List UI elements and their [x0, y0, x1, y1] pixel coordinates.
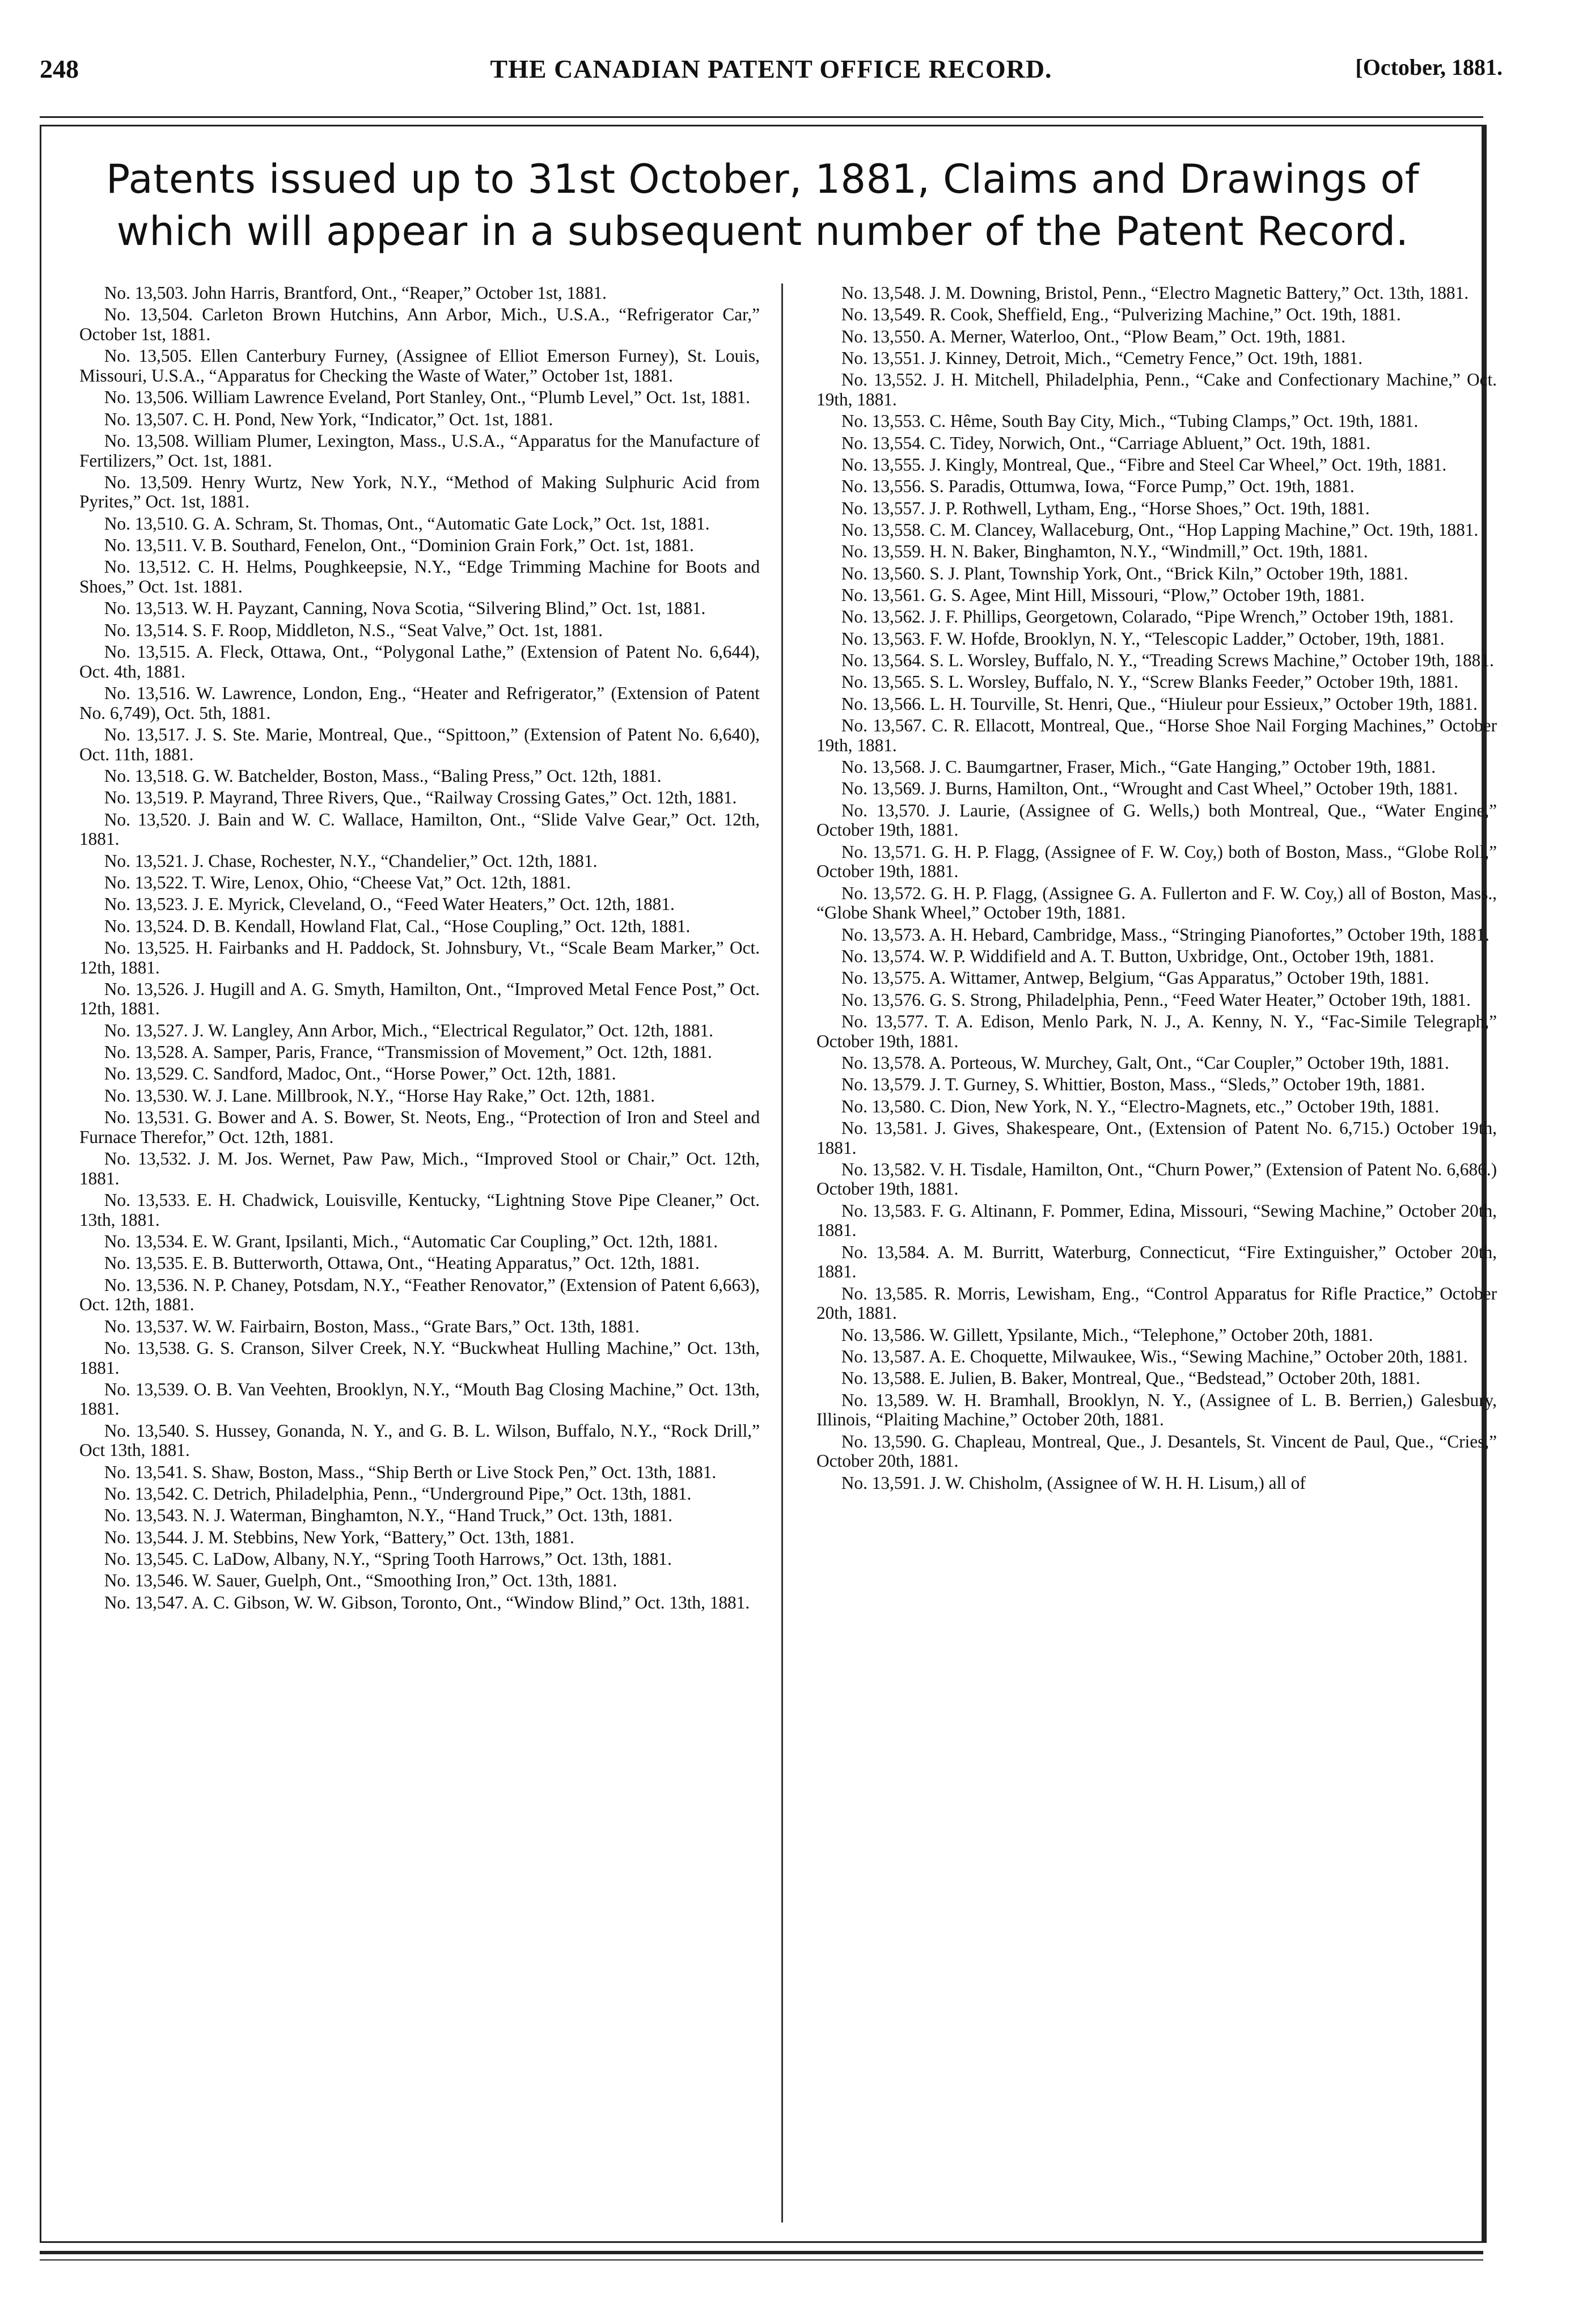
patent-entry: No. 13,563. F. W. Hofde, Brooklyn, N. Y., “Telescopic Ladder,” October, 19th, 1881. — [841, 628, 1445, 649]
patent-entry: No. 13,572. G. H. P. Flagg, (Assignee G. A. Fullerton and F. W. Coy,) all of Boston, Mass., “Globe Shank Wheel,” October 19th, 1881. — [816, 883, 1497, 923]
patent-entry: No. 13,575. A. Wittamer, Antwep, Belgium, “Gas Apparatus,” October 19th, 1881. — [841, 968, 1429, 988]
patent-entry: No. 13,529. C. Sandford, Madoc, Ont., “Horse Power,” Oct. 12th, 1881. — [104, 1064, 616, 1084]
patent-entry: No. 13,518. G. W. Batchelder, Boston, Mass., “Baling Press,” Oct. 12th, 1881. — [104, 765, 662, 786]
patent-entry: No. 13,531. G. Bower and A. S. Bower, St. Neots, Eng., “Protection of Iron and Steel and Furnace Therefor,” Oct. 12th, 1881. — [79, 1107, 760, 1147]
left-column — [79, 283, 760, 2240]
patent-entry: No. 13,590. G. Chapleau, Montreal, Que., J. Desantels, St. Vincent de Paul, Que., “Cries,” October 20th, 1881. — [816, 1431, 1497, 1471]
patent-entry: No. 13,527. J. W. Langley, Ann Arbor, Mich., “Electrical Regulator,” Oct. 12th, 1881. — [104, 1020, 713, 1040]
patent-entry: No. 13,570. J. Laurie, (Assignee of G. Wells,) both Montreal, Que., “Water Engine,” October 19th, 1881. — [816, 800, 1497, 840]
patent-entry: No. 13,510. G. A. Schram, St. Thomas, Ont., “Automatic Gate Lock,” Oct. 1st, 1881. — [104, 513, 710, 534]
patent-entry: No. 13,545. C. LaDow, Albany, N.Y., “Spring Tooth Harrows,” Oct. 13th, 1881. — [104, 1549, 672, 1569]
patent-entry: No. 13,538. G. S. Cranson, Silver Creek, N.Y. “Buckwheat Hulling Machine,” Oct. 13th, 1881. — [79, 1337, 760, 1378]
patent-entry: No. 13,513. W. H. Payzant, Canning, Nova Scotia, “Silvering Blind,” Oct. 1st, 1881. — [104, 598, 706, 619]
patent-entry: No. 13,539. O. B. Van Veehten, Brooklyn, N.Y., “Mouth Bag Closing Machine,” Oct. 13th, 1881. — [79, 1379, 760, 1419]
patent-entry: No. 13,532. J. M. Jos. Wernet, Paw Paw, Mich., “Improved Stool or Chair,” Oct. 12th, 1881. — [79, 1149, 760, 1188]
patent-entry: No. 13,562. J. F. Phillips, Georgetown, Colarado, “Pipe Wrench,” October 19th, 1881. — [841, 607, 1454, 627]
patent-entry: No. 13,569. J. Burns, Hamilton, Ont., “Wrought and Cast Wheel,” October 19th, 1881. — [841, 778, 1458, 799]
notice-heading-line-1: Patents issued up to 31st October, 1881, Claims and Drawings of — [106, 156, 1419, 202]
patent-entry: No. 13,512. C. H. Helms, Poughkeepsie, N.Y., “Edge Trimming Machine for Boots and Shoes,” Oct. 1st. 1881. — [79, 557, 760, 597]
patent-entry: No. 13,544. J. M. Stebbins, New York, “Battery,” Oct. 13th, 1881. — [104, 1527, 574, 1547]
patent-entry: No. 13,576. G. S. Strong, Philadelphia, Penn., “Feed Water Heater,” October 19th, 1881. — [841, 989, 1471, 1010]
patent-entry: No. 13,584. A. M. Burritt, Waterburg, Connecticut, “Fire Extinguisher,” October 20th, 1881. — [816, 1242, 1497, 1282]
patent-entry: No. 13,586. W. Gillett, Ypsilante, Mich., “Telephone,” October 20th, 1881. — [841, 1324, 1373, 1345]
patent-entry: No. 13,580. C. Dion, New York, N. Y., “Electro-Magnets, etc.,” October 19th, 1881. — [841, 1096, 1440, 1116]
patent-entry: No. 13,503. John Harris, Brantford, Ont., “Reaper,” October 1st, 1881. — [104, 283, 607, 303]
patent-entry: No. 13,535. E. B. Butterworth, Ottawa, Ont., “Heating Apparatus,” Oct. 12th, 1881. — [104, 1253, 700, 1273]
patent-entry: No. 13,516. W. Lawrence, London, Eng., “Heater and Refrigerator,” (Extension of Patent No. 6,749), Oct. 5th, 1881. — [79, 683, 760, 723]
patent-entry: No. 13,526. J. Hugill and A. G. Smyth, Hamilton, Ont., “Improved Metal Fence Post,” Oct. 12th, 1881. — [79, 979, 760, 1019]
patent-entry: No. 13,578. A. Porteous, W. Murchey, Galt, Ont., “Car Coupler,” October 19th, 1881. — [841, 1052, 1449, 1073]
bottom-rule — [40, 2251, 1483, 2254]
patent-entry: No. 13,520. J. Bain and W. C. Wallace, Hamilton, Ont., “Slide Valve Gear,” Oct. 12th, 1881. — [79, 809, 760, 849]
patent-entry: No. 13,548. J. M. Downing, Bristol, Penn., “Electro Magnetic Battery,” Oct. 13th, 1881. — [841, 283, 1469, 303]
patent-entry: No. 13,508. William Plumer, Lexington, Mass., U.S.A., “Apparatus for the Manufacture of Fertilizers,” Oct. 1st, 1881. — [79, 430, 760, 471]
patent-entry: No. 13,505. Ellen Canterbury Furney, (Assignee of Elliot Emerson Furney), St. Louis, Missouri, U.S.A., “Apparatus for Checking the Waste of Water,” October 1st, 1881. — [79, 346, 760, 386]
patent-entry: No. 13,574. W. P. Widdifield and A. T. Button, Uxbridge, Ont., October 19th, 1881. — [841, 946, 1435, 966]
patent-entry: No. 13,571. G. H. P. Flagg, (Assignee of F. W. Coy,) both of Boston, Mass., “Globe Roll,” October 19th, 1881. — [816, 841, 1497, 882]
patent-entry: No. 13,564. S. L. Worsley, Buffalo, N. Y., “Treading Screws Machine,” October 19th, 1881. — [841, 650, 1494, 671]
notice-heading-line-2: which will appear in a subsequent number of the Patent Record. — [116, 208, 1409, 255]
patent-entry: No. 13,530. W. J. Lane. Millbrook, N.Y., “Horse Hay Rake,” Oct. 12th, 1881. — [104, 1085, 655, 1106]
patent-entry: No. 13,551. J. Kinney, Detroit, Mich., “Cemetry Fence,” Oct. 19th, 1881. — [841, 348, 1363, 369]
patent-entry: No. 13,514. S. F. Roop, Middleton, N.S., “Seat Valve,” Oct. 1st, 1881. — [104, 620, 603, 640]
patent-entry: No. 13,549. R. Cook, Sheffield, Eng., “Pulverizing Machine,” Oct. 19th, 1881. — [841, 304, 1401, 325]
patent-entry: No. 13,546. W. Sauer, Guelph, Ont., “Smoothing Iron,” Oct. 13th, 1881. — [104, 1571, 617, 1591]
patent-entry: No. 13,558. C. M. Clancey, Wallaceburg, Ont., “Hop Lapping Machine,” Oct. 19th, 1881. — [841, 520, 1479, 540]
patent-entry: No. 13,519. P. Mayrand, Three Rivers, Que., “Railway Crossing Gates,” Oct. 12th, 1881. — [104, 788, 737, 808]
patent-entry: No. 13,534. E. W. Grant, Ipsilanti, Mich., “Automatic Car Coupling,” Oct. 12th, 1881. — [104, 1231, 718, 1251]
page-number: 248 — [40, 54, 79, 83]
patent-entry: No. 13,522. T. Wire, Lenox, Ohio, “Cheese Vat,” Oct. 12th, 1881. — [104, 872, 571, 892]
issue-date: [October, 1881. — [1355, 54, 1503, 80]
patent-entry: No. 13,511. V. B. Southard, Fenelon, Ont., “Dominion Grain Fork,” Oct. 1st, 1881. — [104, 535, 694, 556]
patent-entry: No. 13,542. C. Detrich, Philadelphia, Penn., “Underground Pipe,” Oct. 13th, 1881. — [104, 1484, 692, 1504]
patent-entry: No. 13,579. J. T. Gurney, S. Whittier, Boston, Mass., “Sleds,” October 19th, 1881. — [841, 1074, 1425, 1095]
patent-entry: No. 13,585. R. Morris, Lewisham, Eng., “Control Apparatus for Rifle Practice,” October 20th, 1881. — [816, 1283, 1497, 1323]
patent-entry: No. 13,588. E. Julien, B. Baker, Montreal, Que., “Bedstead,” October 20th, 1881. — [841, 1368, 1420, 1389]
patent-entry: No. 13,528. A. Samper, Paris, France, “Transmission of Movement,” Oct. 12th, 1881. — [104, 1042, 712, 1062]
patent-entry: No. 13,517. J. S. Ste. Marie, Montreal, Que., “Spittoon,” (Extension of Patent No. 6,640), Oct. 11th, 1881. — [79, 724, 760, 764]
patent-entry: No. 13,509. Henry Wurtz, New York, N.Y., “Method of Making Sulphuric Acid from Pyrites,” Oct. 1st, 1881. — [79, 472, 760, 512]
patent-entry: No. 13,566. L. H. Tourville, St. Henri, Que., “Hiuleur pour Essieux,” October 19th, 1881. — [841, 693, 1478, 714]
notice-heading — [68, 153, 1457, 257]
patent-entry: No. 13,536. N. P. Chaney, Potsdam, N.Y., “Feather Renovator,” (Extension of Patent 6,663), Oct. 12th, 1881. — [79, 1275, 760, 1315]
patent-entry: No. 13,591. J. W. Chisholm, (Assignee of W. H. H. Lisum,) all of — [841, 1472, 1306, 1493]
patent-entry: No. 13,554. C. Tidey, Norwich, Ont., “Carriage Abluent,” Oct. 19th, 1881. — [841, 433, 1371, 453]
patent-entry: No. 13,507. C. H. Pond, New York, “Indicator,” Oct. 1st, 1881. — [104, 409, 553, 429]
patent-entry: No. 13,582. V. H. Tisdale, Hamilton, Ont., “Churn Power,” (Extension of Patent No. 6,686.) October 19th, 1881. — [816, 1159, 1497, 1199]
patent-entry: No. 13,587. A. E. Choquette, Milwaukee, Wis., “Sewing Machine,” October 20th, 1881. — [841, 1346, 1468, 1366]
patent-entry: No. 13,515. A. Fleck, Ottawa, Ont., “Polygonal Lathe,” (Extension of Patent No. 6,644), Oct. 4th, 1881. — [79, 642, 760, 681]
journal-title: THE CANADIAN PATENT OFFICE RECORD. — [490, 54, 1052, 83]
patent-entry: No. 13,573. A. H. Hebard, Cambridge, Mass., “Stringing Pianofortes,” October 19th, 1881. — [841, 924, 1490, 945]
patent-entry: No. 13,560. S. J. Plant, Township York, Ont., “Brick Kiln,” October 19th, 1881. — [841, 563, 1408, 583]
patent-entry: No. 13,561. G. S. Agee, Mint Hill, Missouri, “Plow,” October 19th, 1881. — [841, 585, 1365, 606]
column-divider — [781, 283, 783, 2223]
patent-entry: No. 13,553. C. Hême, South Bay City, Mich., “Tubing Clamps,” Oct. 19th, 1881. — [841, 411, 1419, 431]
patent-entry: No. 13,556. S. Paradis, Ottumwa, Iowa, “Force Pump,” Oct. 19th, 1881. — [841, 476, 1355, 497]
top-rule — [40, 116, 1483, 118]
right-column — [816, 283, 1497, 2240]
patent-entry: No. 13,557. J. P. Rothwell, Lytham, Eng., “Horse Shoes,” Oct. 19th, 1881. — [841, 498, 1370, 518]
patent-entry: No. 13,567. C. R. Ellacott, Montreal, Que., “Horse Shoe Nail Forging Machines,” October 19th, 1881. — [816, 716, 1497, 755]
patent-entry: No. 13,533. E. H. Chadwick, Louisville, Kentucky, “Lightning Stove Pipe Cleaner,” Oct. 13th, 1881. — [79, 1190, 760, 1230]
patent-entry: No. 13,521. J. Chase, Rochester, N.Y., “Chandelier,” Oct. 12th, 1881. — [104, 850, 598, 871]
patent-entry: No. 13,543. N. J. Waterman, Binghamton, N.Y., “Hand Truck,” Oct. 13th, 1881. — [104, 1505, 672, 1526]
patent-entry: No. 13,524. D. B. Kendall, Howland Flat, Cal., “Hose Coupling,” Oct. 12th, 1881. — [104, 916, 691, 936]
patent-entry: No. 13,537. W. W. Fairbairn, Boston, Mass., “Grate Bars,” Oct. 13th, 1881. — [104, 1316, 640, 1336]
patent-entry: No. 13,581. J. Gives, Shakespeare, Ont., (Extension of Patent No. 6,715.) October 19th, 1881. — [816, 1117, 1497, 1158]
patent-entry: No. 13,504. Carleton Brown Hutchins, Ann Arbor, Mich., U.S.A., “Refrigerator Car,” October 1st, 1881. — [79, 304, 760, 344]
bottom-rule-thin — [40, 2259, 1483, 2260]
patent-entry: No. 13,506. William Lawrence Eveland, Port Stanley, Ont., “Plumb Level,” Oct. 1st, 1881. — [104, 387, 750, 408]
patent-entry: No. 13,583. F. G. Altinann, F. Pommer, Edina, Missouri, “Sewing Machine,” October 20th, 1881. — [816, 1200, 1497, 1241]
patent-entry: No. 13,550. A. Merner, Waterloo, Ont., “Plow Beam,” Oct. 19th, 1881. — [841, 326, 1346, 346]
patent-entry: No. 13,577. T. A. Edison, Menlo Park, N. J., A. Kenny, N. Y., “Fac-Simile Telegraph,” October 19th, 1881. — [816, 1011, 1497, 1051]
running-head — [40, 54, 1503, 88]
patent-entry: No. 13,559. H. N. Baker, Binghamton, N.Y., “Windmill,” Oct. 19th, 1881. — [841, 541, 1368, 562]
patent-entry: No. 13,540. S. Hussey, Gonanda, N. Y., and G. B. L. Wilson, Buffalo, N.Y., “Rock Drill,” Oct 13th, 1881. — [79, 1420, 760, 1461]
patent-entry: No. 13,523. J. E. Myrick, Cleveland, O., “Feed Water Heaters,” Oct. 12th, 1881. — [104, 894, 675, 915]
patent-entry: No. 13,552. J. H. Mitchell, Philadelphia, Penn., “Cake and Confectionary Machine,” Oct. 19th, 1881. — [816, 370, 1497, 409]
patent-entry: No. 13,565. S. L. Worsley, Buffalo, N. Y., “Screw Blanks Feeder,” October 19th, 1881. — [841, 672, 1459, 692]
patent-entry: No. 13,568. J. C. Baumgartner, Fraser, Mich., “Gate Hanging,” October 19th, 1881. — [841, 757, 1436, 777]
patent-entry: No. 13,541. S. Shaw, Boston, Mass., “Ship Berth or Live Stock Pen,” Oct. 13th, 1881. — [104, 1462, 717, 1482]
patent-entry: No. 13,589. W. H. Bramhall, Brooklyn, N. Y., (Assignee of L. B. Berrien,) Galesbury, Illinois, “Plaiting Machine,” October 20th, 1881. — [816, 1390, 1497, 1430]
patent-entry: No. 13,525. H. Fairbanks and H. Paddock, St. Johnsbury, Vt., “Scale Beam Marker,” Oct. 12th, 1881. — [79, 937, 760, 977]
patent-entry: No. 13,547. A. C. Gibson, W. W. Gibson, Toronto, Ont., “Window Blind,” Oct. 13th, 1881. — [104, 1592, 750, 1612]
patent-entry: No. 13,555. J. Kingly, Montreal, Que., “Fibre and Steel Car Wheel,” Oct. 19th, 1881. — [841, 455, 1447, 475]
